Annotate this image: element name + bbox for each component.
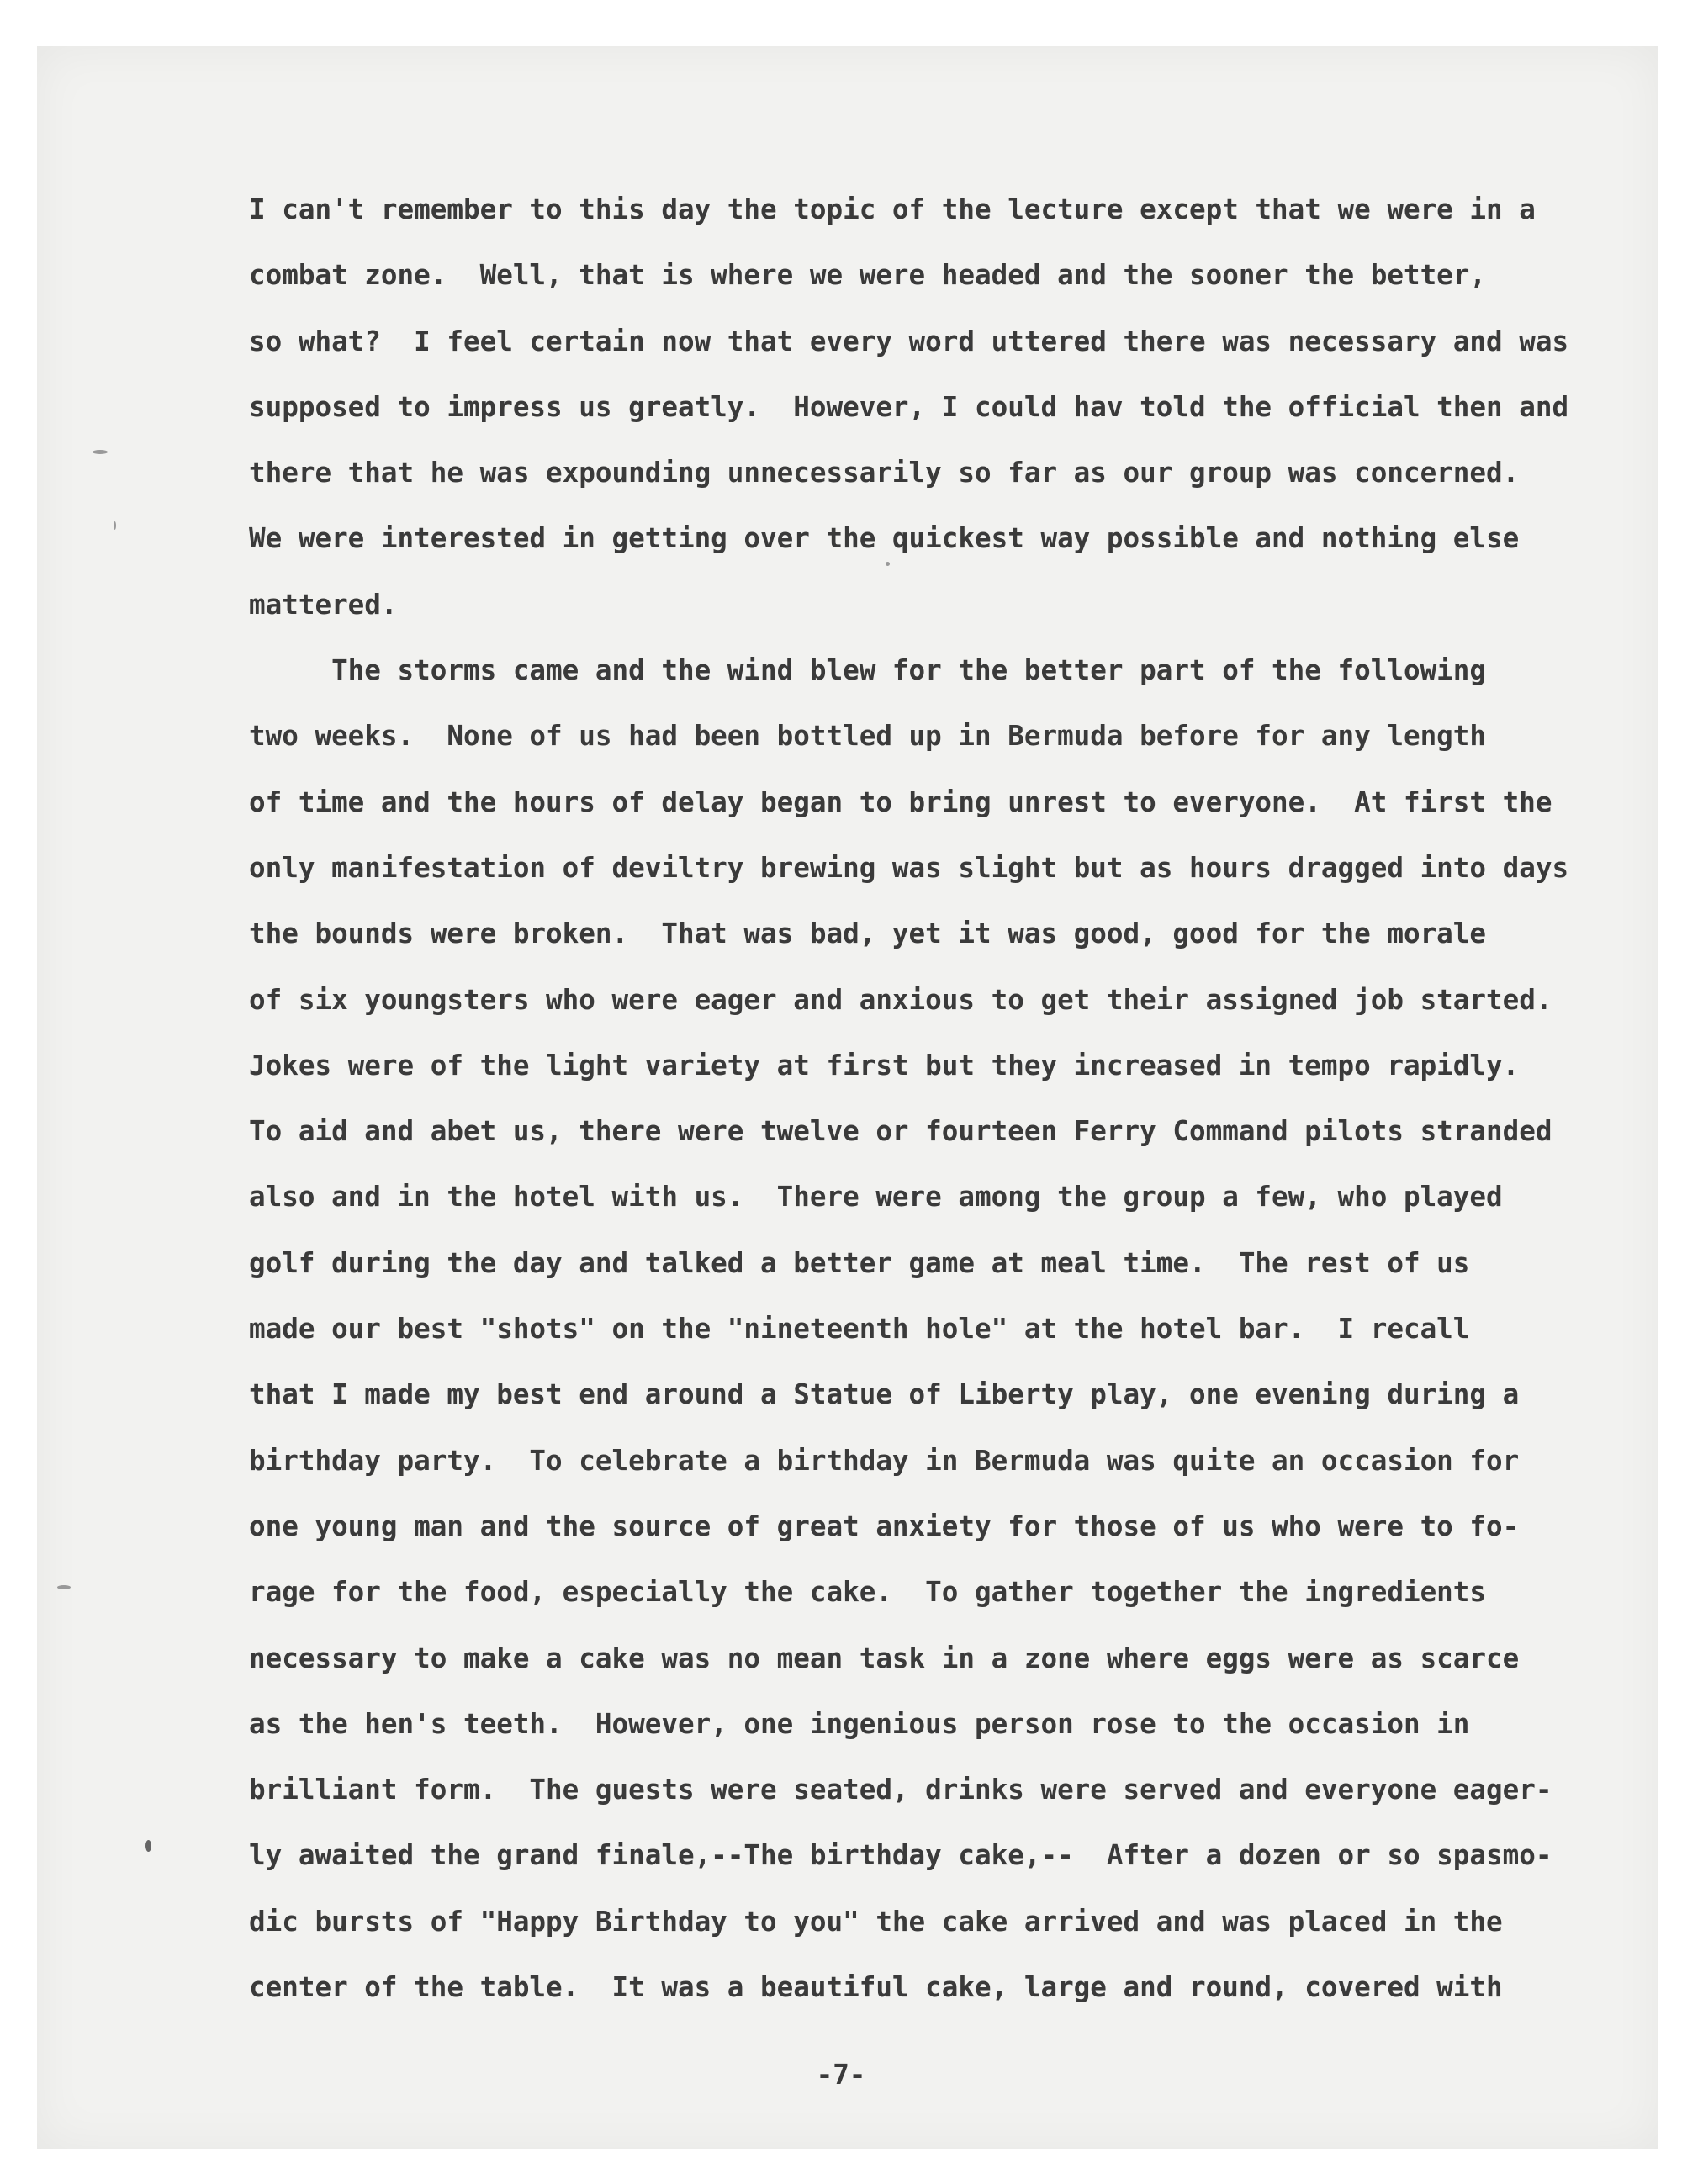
text-line: ly awaited the grand finale,--The birthday cake,-- After a dozen or so spasmo- bbox=[249, 1839, 1552, 1872]
text-line: To aid and abet us, there were twelve or fourteen Ferry Command pilots stranded bbox=[249, 1115, 1552, 1148]
paper-speck bbox=[145, 1840, 151, 1852]
text-line: Jokes were of the light variety at first but they increased in tempo rapidly. bbox=[249, 1049, 1520, 1081]
text-line: only manifestation of deviltry brewing was slight but as hours dragged into days bbox=[249, 851, 1569, 884]
paper-speck bbox=[93, 450, 108, 454]
text-line: supposed to impress us greatly. However, I could hav told the official then and bbox=[249, 390, 1569, 423]
text-line: the bounds were broken. That was bad, yet it was good, good for the morale bbox=[249, 917, 1487, 950]
text-line: that I made my best end around a Statue of Liberty play, one evening during a bbox=[249, 1378, 1520, 1411]
text-line: of six youngsters who were eager and anxious to get their assigned job started. bbox=[249, 983, 1552, 1016]
paper-speck bbox=[886, 562, 890, 566]
text-line: so what? I feel certain now that every word uttered there was necessary and was bbox=[249, 325, 1569, 357]
paper-speck bbox=[114, 521, 116, 530]
text-line: two weeks. None of us had been bottled up in Bermuda before for any length bbox=[249, 720, 1487, 753]
text-line: combat zone. Well, that is where we were headed and the sooner the better, bbox=[249, 259, 1487, 292]
text-line: I can't remember to this day the topic of the lecture except that we were in a bbox=[249, 193, 1536, 225]
text-line: brilliant form. The guests were seated, drinks were served and everyone eager- bbox=[249, 1774, 1552, 1806]
text-line: necessary to make a cake was no mean task in a zone where eggs were as scarce bbox=[249, 1642, 1520, 1674]
paper-speck bbox=[57, 1585, 71, 1589]
text-line: also and in the hotel with us. There were among the group a few, who played bbox=[249, 1181, 1503, 1214]
text-line: center of the table. It was a beautiful cake, large and round, covered with bbox=[249, 1971, 1503, 2004]
document-body bbox=[249, 177, 1595, 2020]
text-line: one young man and the source of great anxiety for those of us who were to fo- bbox=[249, 1510, 1520, 1542]
text-line: there that he was expounding unnecessarily so far as our group was concerned. bbox=[249, 457, 1520, 489]
text-line: of time and the hours of delay began to bring unrest to everyone. At first the bbox=[249, 785, 1552, 818]
text-line: dic bursts of "Happy Birthday to you" the cake arrived and was placed in the bbox=[249, 1905, 1503, 1938]
text-line: as the hen's teeth. However, one ingenious person rose to the occasion in bbox=[249, 1707, 1470, 1740]
text-line: made our best "shots" on the "nineteenth hole" at the hotel bar. I recall bbox=[249, 1313, 1470, 1346]
text-line: mattered. bbox=[249, 588, 398, 621]
page-number: -7- bbox=[816, 2059, 866, 2091]
text-line: We were interested in getting over the quickest way possible and nothing else bbox=[249, 522, 1520, 555]
text-line: The storms came and the wind blew for the better part of the following bbox=[249, 654, 1487, 687]
text-line: birthday party. To celebrate a birthday in Bermuda was quite an occasion for bbox=[249, 1444, 1520, 1477]
text-line: rage for the food, especially the cake. To gather together the ingredients bbox=[249, 1576, 1487, 1609]
text-line: golf during the day and talked a better game at meal time. The rest of us bbox=[249, 1246, 1470, 1279]
